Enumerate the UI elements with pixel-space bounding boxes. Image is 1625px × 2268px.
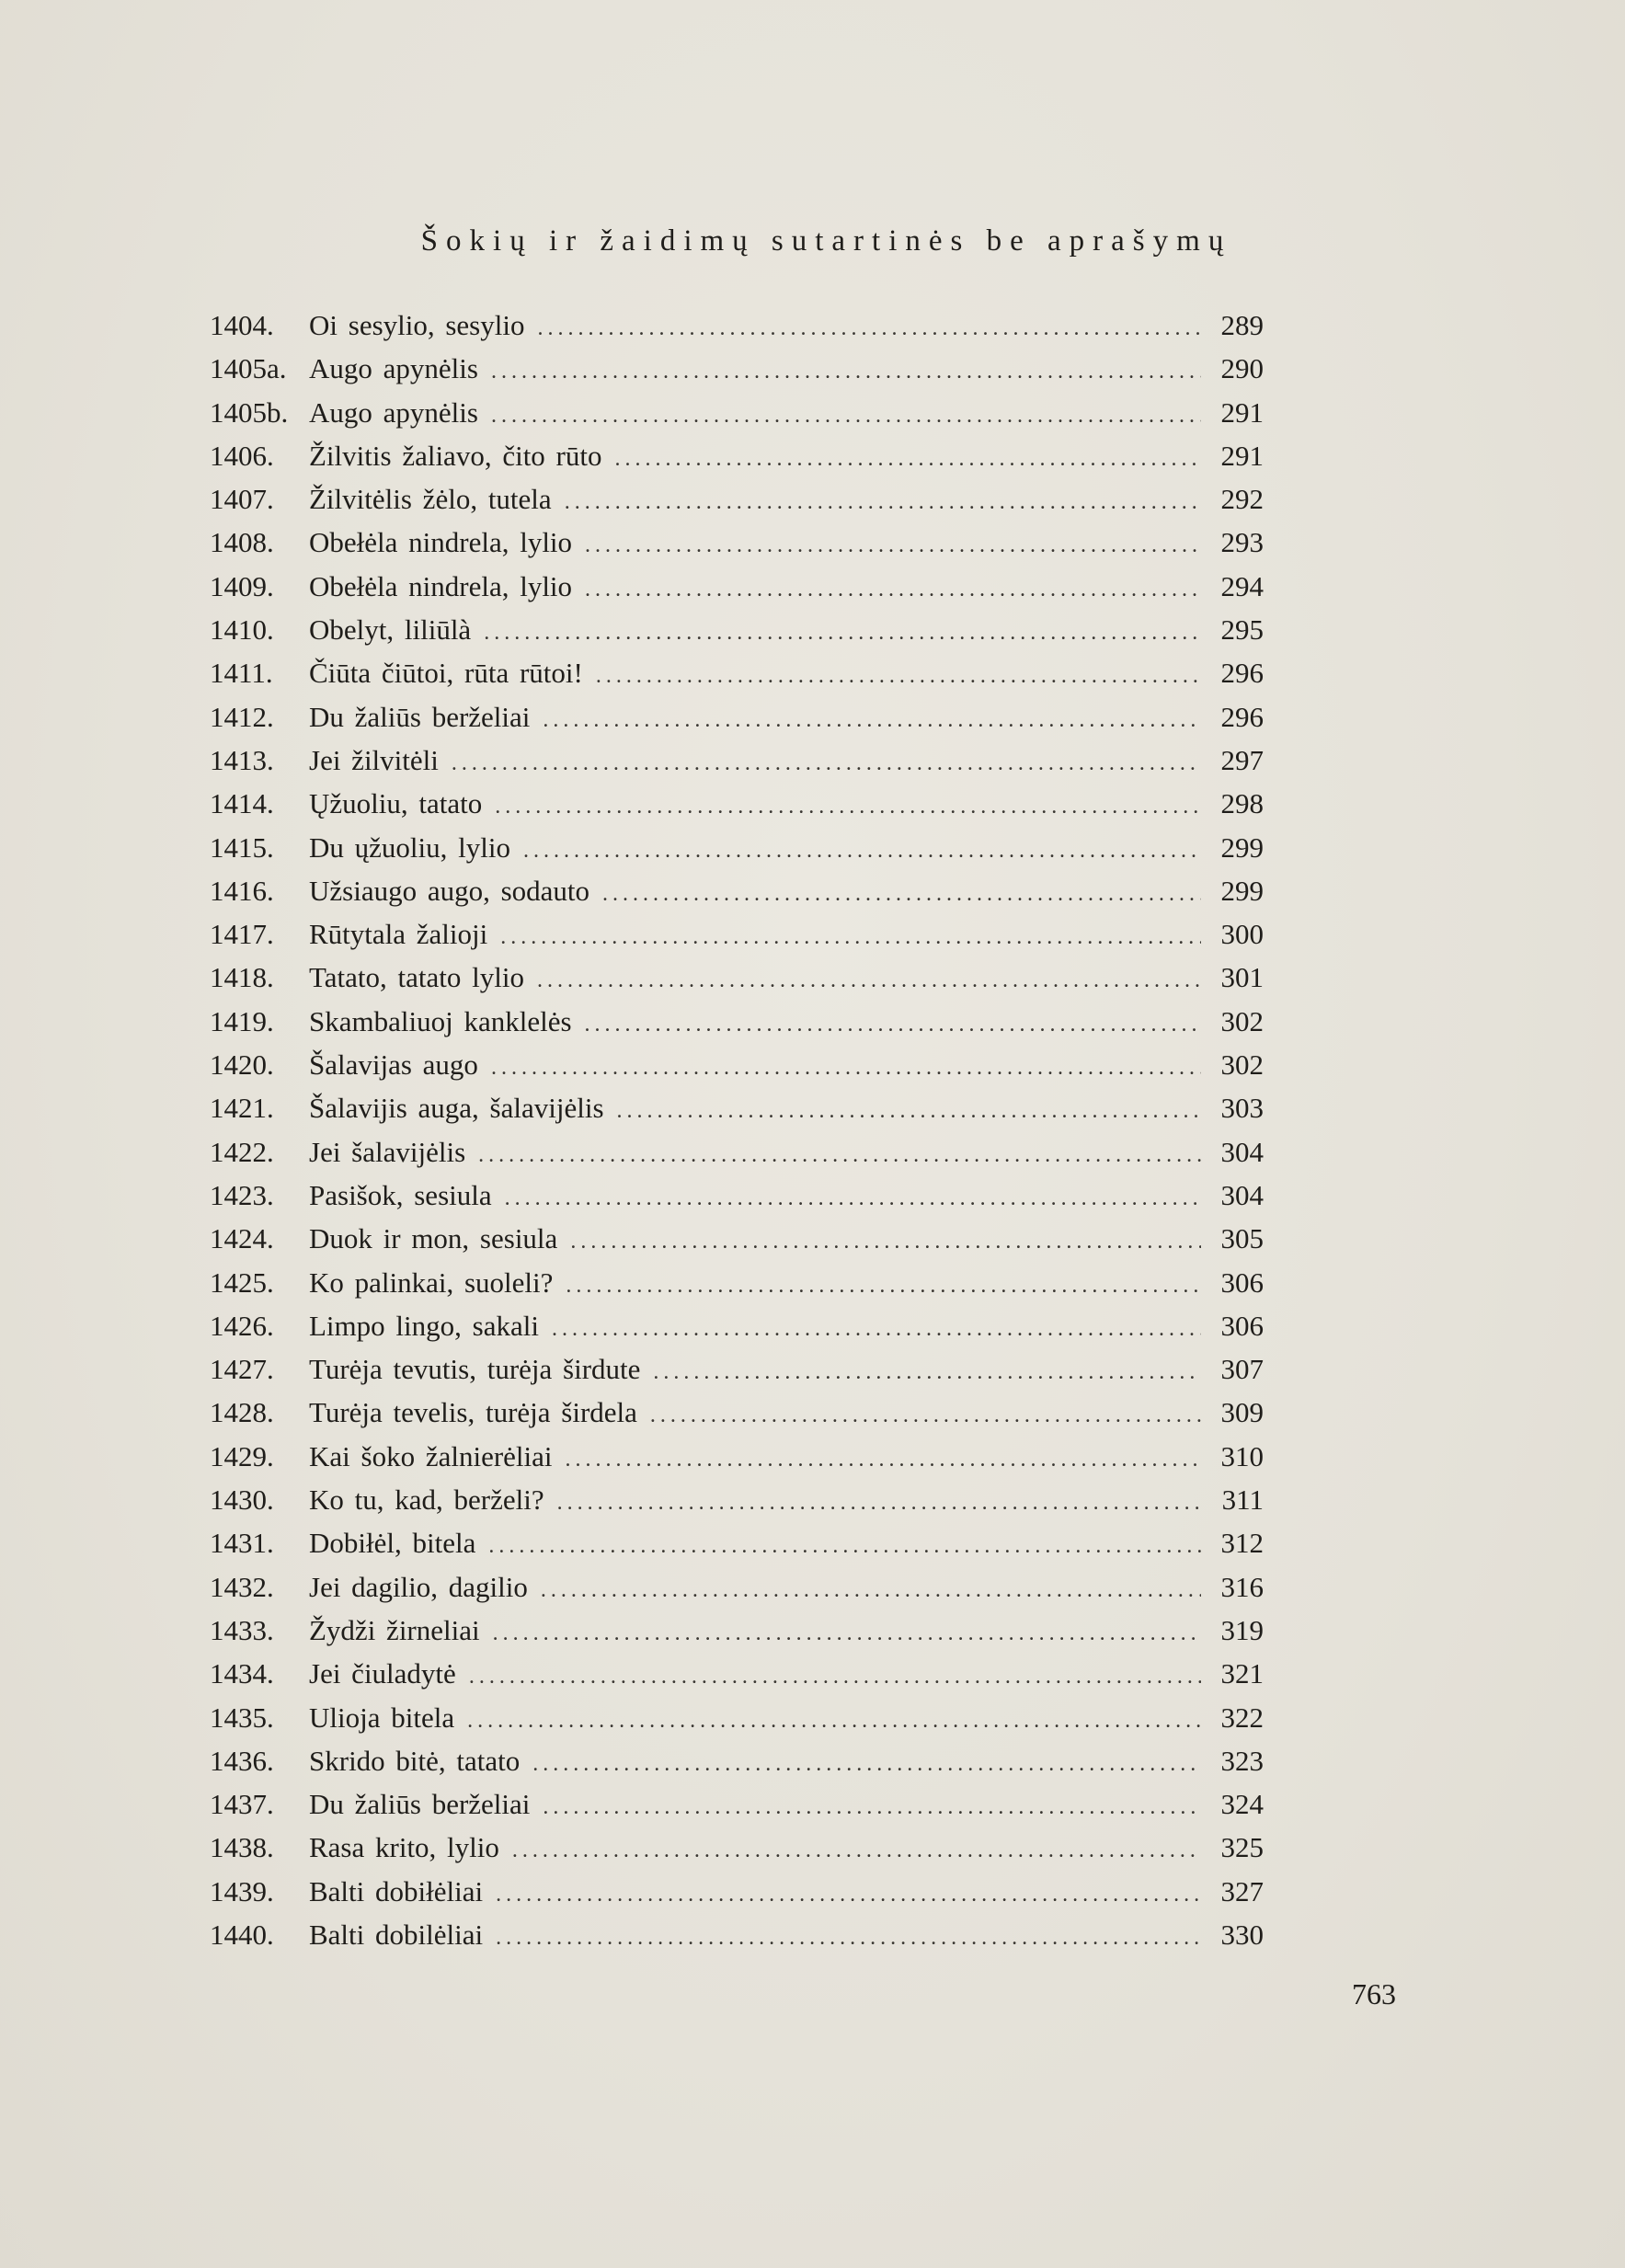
- entry-number: 1428.: [210, 1396, 274, 1429]
- entry-page: 309: [1220, 1396, 1264, 1429]
- entry-title: Jei čiuladytė: [309, 1657, 456, 1690]
- entry-number: 1421.: [210, 1092, 274, 1125]
- entry-number: 1425.: [210, 1266, 274, 1299]
- entry-page: 290: [1220, 352, 1264, 385]
- entry-number: 1429.: [210, 1439, 274, 1472]
- dot-leader: [478, 1134, 1201, 1177]
- toc-entry: [210, 608, 1264, 651]
- toc-entry: [210, 1261, 1264, 1304]
- toc-entry: [210, 1217, 1264, 1260]
- entry-title: Šalavijis auga, šalavijėlis: [309, 1092, 604, 1125]
- toc-entry: [210, 1000, 1264, 1043]
- dot-leader: [585, 524, 1201, 567]
- entry-title: Ulioja bitela: [309, 1701, 455, 1734]
- dot-leader: [495, 785, 1201, 829]
- entry-number: 1426.: [210, 1309, 274, 1342]
- entry-number: 1436.: [210, 1744, 274, 1777]
- entry-page: 322: [1220, 1701, 1264, 1734]
- entry-page: 321: [1220, 1657, 1264, 1690]
- entry-number: 1432.: [210, 1570, 274, 1603]
- entry-number: 1406.: [210, 439, 274, 472]
- entry-number: 1419.: [210, 1004, 274, 1037]
- dot-leader: [570, 1220, 1201, 1264]
- dot-leader: [585, 568, 1201, 612]
- entry-title: Jei šalavijėlis: [309, 1135, 466, 1168]
- entry-number: 1415.: [210, 830, 274, 864]
- toc-entry: [210, 1609, 1264, 1652]
- entry-page: 305: [1220, 1222, 1264, 1255]
- entry-page: 302: [1220, 1004, 1264, 1037]
- toc-entry: [210, 651, 1264, 694]
- entry-page: 325: [1220, 1831, 1264, 1864]
- entry-number: 1424.: [210, 1222, 274, 1255]
- entry-page: 302: [1220, 1048, 1264, 1082]
- toc-entry: [210, 1782, 1264, 1826]
- entry-title: Skrido bitė, tatato: [309, 1744, 521, 1777]
- entry-number: 1411.: [210, 657, 273, 690]
- entry-number: 1420.: [210, 1048, 274, 1082]
- page-number: 763: [1352, 1977, 1396, 2010]
- toc-entry: [210, 304, 1264, 347]
- toc-entry: [210, 956, 1264, 999]
- entry-title: Šalavijas augo: [309, 1048, 478, 1082]
- dot-leader: [488, 1525, 1201, 1568]
- entry-title: Rūtytala žalioji: [309, 918, 488, 951]
- entry-title: Žilvitis žaliavo, čito rūto: [309, 439, 602, 472]
- entry-number: 1405b.: [210, 395, 289, 429]
- entry-title: Augo apynėlis: [309, 395, 478, 429]
- table-of-contents: [210, 304, 1264, 1956]
- toc-entry: [210, 782, 1264, 825]
- toc-entry: [210, 391, 1264, 434]
- entry-title: Skambaliuoj kanklelės: [309, 1004, 572, 1037]
- toc-entry: [210, 1652, 1264, 1695]
- dot-leader: [500, 916, 1201, 959]
- toc-entry: [210, 1739, 1264, 1782]
- entry-page: 316: [1220, 1570, 1264, 1603]
- toc-entry: [210, 565, 1264, 608]
- entry-number: 1405a.: [210, 352, 287, 385]
- entry-title: Jei dagilio, dagilio: [309, 1570, 528, 1603]
- entry-page: 324: [1220, 1788, 1264, 1821]
- entry-title: Kai šoko žalnierėliai: [309, 1439, 553, 1472]
- dot-leader: [537, 307, 1201, 350]
- toc-entry: [210, 1696, 1264, 1739]
- toc-entry: [210, 521, 1264, 564]
- entry-page: 311: [1221, 1483, 1264, 1517]
- dot-leader: [505, 1177, 1201, 1220]
- entry-page: 306: [1220, 1309, 1264, 1342]
- entry-title: Balti dobilėliai: [309, 1918, 484, 1951]
- entry-title: Obełėla nindrela, lylio: [309, 569, 573, 602]
- entry-page: 300: [1220, 918, 1264, 951]
- dot-leader: [512, 1829, 1201, 1873]
- toc-entry: [210, 477, 1264, 521]
- dot-leader: [566, 1265, 1201, 1308]
- entry-page: 327: [1220, 1874, 1264, 1907]
- entry-page: 289: [1220, 309, 1264, 341]
- dot-leader: [543, 1786, 1201, 1829]
- dot-leader: [537, 959, 1201, 1002]
- entry-number: 1417.: [210, 918, 274, 951]
- toc-entry: [210, 1130, 1264, 1174]
- dot-leader: [469, 1655, 1201, 1699]
- entry-number: 1408.: [210, 526, 274, 559]
- toc-entry: [210, 347, 1264, 390]
- entry-page: 294: [1220, 569, 1264, 602]
- entry-number: 1418.: [210, 961, 274, 994]
- dot-leader: [523, 830, 1201, 873]
- entry-title: Turėja tevutis, turėja širdute: [309, 1353, 641, 1386]
- entry-title: Balti dobiłėliai: [309, 1874, 484, 1907]
- entry-number: 1435.: [210, 1701, 274, 1734]
- dot-leader: [653, 1351, 1201, 1394]
- entry-title: Turėja tevelis, turėja širdela: [309, 1396, 637, 1429]
- dot-leader: [491, 350, 1201, 394]
- toc-entry: [210, 912, 1264, 956]
- entry-number: 1430.: [210, 1483, 274, 1517]
- toc-entry: [210, 869, 1264, 912]
- entry-title: Pasišok, sesiula: [309, 1178, 492, 1211]
- entry-title: Žilvitėlis žėlo, tutela: [309, 483, 552, 516]
- entry-page: 299: [1220, 830, 1264, 864]
- entry-number: 1422.: [210, 1135, 274, 1168]
- dot-leader: [491, 1047, 1201, 1090]
- dot-leader: [552, 1308, 1201, 1351]
- entry-title: Augo apynėlis: [309, 352, 478, 385]
- dot-leader: [493, 1612, 1201, 1655]
- entry-number: 1434.: [210, 1657, 274, 1690]
- entry-page: 319: [1220, 1613, 1264, 1646]
- toc-entry: [210, 1521, 1264, 1564]
- entry-title: Užsiaugo augo, sodauto: [309, 874, 590, 907]
- entry-number: 1427.: [210, 1353, 274, 1386]
- entry-page: 303: [1220, 1092, 1264, 1125]
- dot-leader: [491, 395, 1201, 438]
- dot-leader: [467, 1700, 1201, 1743]
- entry-title: Limpo lingo, sakali: [309, 1309, 539, 1342]
- toc-entry: [210, 1043, 1264, 1086]
- dot-leader: [602, 873, 1201, 916]
- dot-leader: [557, 1482, 1201, 1525]
- dot-leader: [650, 1394, 1201, 1438]
- entry-page: 293: [1220, 526, 1264, 559]
- entry-number: 1412.: [210, 700, 274, 733]
- dot-leader: [484, 612, 1201, 655]
- toc-entry: [210, 1435, 1264, 1478]
- toc-entry: [210, 1565, 1264, 1609]
- dot-leader: [543, 699, 1201, 742]
- entry-page: 291: [1220, 439, 1264, 472]
- entry-page: 307: [1220, 1353, 1264, 1386]
- entry-title: Dobiłėl, bitela: [309, 1527, 476, 1560]
- entry-title: Jei žilvitėli: [309, 743, 439, 776]
- toc-entry: [210, 1347, 1264, 1391]
- toc-entry: [210, 1086, 1264, 1129]
- dot-leader: [585, 1003, 1201, 1047]
- dot-leader: [565, 481, 1201, 524]
- entry-title: Duok ir mon, sesiula: [309, 1222, 558, 1255]
- entry-page: 292: [1220, 483, 1264, 516]
- toc-entry: [210, 695, 1264, 739]
- toc-entry: [210, 1826, 1264, 1869]
- entry-page: 298: [1220, 787, 1264, 820]
- entry-title: Rasa krito, lylio: [309, 1831, 499, 1864]
- toc-entry: [210, 1174, 1264, 1217]
- entry-number: 1409.: [210, 569, 274, 602]
- entry-page: 323: [1220, 1744, 1264, 1777]
- entry-title: Ųžuoliu, tatato: [309, 787, 483, 820]
- entry-page: 310: [1220, 1439, 1264, 1472]
- entry-number: 1404.: [210, 309, 274, 341]
- entry-title: Tatato, tatato lylio: [309, 961, 524, 994]
- entry-title: Oi sesylio, sesylio: [309, 309, 525, 341]
- entry-page: 301: [1220, 961, 1264, 994]
- entry-number: 1439.: [210, 1874, 274, 1907]
- entry-number: 1423.: [210, 1178, 274, 1211]
- entry-number: 1410.: [210, 613, 274, 647]
- toc-entry: [210, 1391, 1264, 1434]
- entry-page: 299: [1220, 874, 1264, 907]
- entry-title: Žydži žirneliai: [309, 1613, 480, 1646]
- entry-number: 1407.: [210, 483, 274, 516]
- toc-entry: [210, 739, 1264, 782]
- entry-number: 1438.: [210, 1831, 274, 1864]
- entry-number: 1416.: [210, 874, 274, 907]
- toc-entry: [210, 826, 1264, 869]
- entry-title: Du žaliūs berželiai: [309, 700, 531, 733]
- entry-page: 330: [1220, 1918, 1264, 1951]
- entry-page: 306: [1220, 1266, 1264, 1299]
- entry-page: 296: [1220, 657, 1264, 690]
- dot-leader: [496, 1917, 1201, 1960]
- dot-leader: [617, 1090, 1201, 1133]
- entry-number: 1440.: [210, 1918, 274, 1951]
- toc-entry: [210, 1913, 1264, 1956]
- dot-leader: [615, 438, 1202, 481]
- toc-entry: [210, 1478, 1264, 1521]
- entry-title: Ko tu, kad, berželi?: [309, 1483, 544, 1517]
- entry-page: 304: [1220, 1178, 1264, 1211]
- dot-leader: [452, 742, 1201, 785]
- entry-title: Obełėla nindrela, lylio: [309, 526, 573, 559]
- dot-leader: [532, 1743, 1201, 1786]
- dot-leader: [541, 1569, 1201, 1612]
- entry-page: 295: [1220, 613, 1264, 647]
- entry-page: 296: [1220, 700, 1264, 733]
- entry-title: Obelyt, liliūlà: [309, 613, 472, 647]
- entry-title: Ko palinkai, suoleli?: [309, 1266, 554, 1299]
- entry-title: Du žaliūs berželiai: [309, 1788, 531, 1821]
- entry-page: 297: [1220, 743, 1264, 776]
- entry-number: 1433.: [210, 1613, 274, 1646]
- entry-number: 1414.: [210, 787, 274, 820]
- dot-leader: [566, 1438, 1201, 1482]
- entry-number: 1413.: [210, 743, 274, 776]
- entry-page: 304: [1220, 1135, 1264, 1168]
- entry-number: 1431.: [210, 1527, 274, 1560]
- dot-leader: [596, 655, 1201, 698]
- toc-entry: [210, 434, 1264, 477]
- section-heading: Šokių ir žaidimų sutartinės be aprašymų: [420, 224, 1232, 258]
- toc-entry: [210, 1870, 1264, 1913]
- toc-entry: [210, 1304, 1264, 1347]
- entry-page: 291: [1220, 395, 1264, 429]
- entry-page: 312: [1220, 1527, 1264, 1560]
- entry-title: Čiūta čiūtoi, rūta rūtoi!: [309, 657, 583, 690]
- dot-leader: [496, 1873, 1201, 1917]
- entry-title: Du ųžuoliu, lylio: [309, 830, 510, 864]
- entry-number: 1437.: [210, 1788, 274, 1821]
